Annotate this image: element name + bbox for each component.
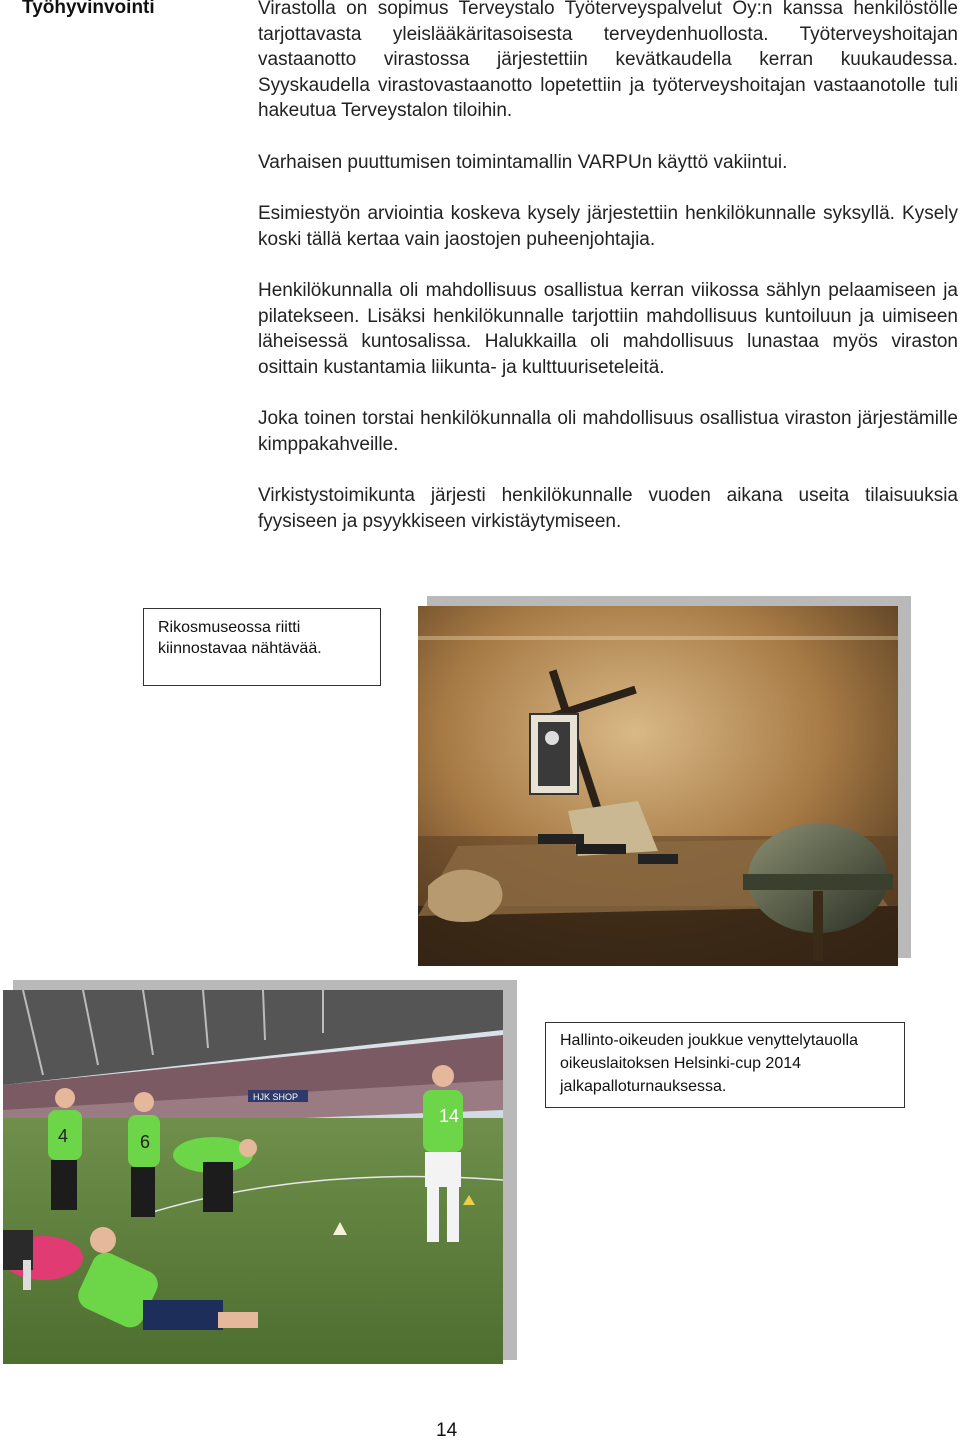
jersey-number: 4 (58, 1126, 69, 1146)
jersey-number: 14 (439, 1106, 460, 1126)
paragraph-coffee: Joka toinen torstai henkilökunnalla oli mahdollisuus osallistua viraston järjestämille kimppakahveille. (258, 408, 958, 455)
body-text (258, 0, 958, 560)
section-heading: Työhyvinvointi (22, 0, 155, 18)
paragraph-supervisor-survey: Esimiestyön arviointia koskeva kysely järjestettiin henkilökunnalle syksyllä. Kysely koski tällä kertaa vain jaostojen puheenjohtajia. (258, 203, 958, 250)
page-number: 14 (436, 1420, 458, 1441)
football-photo-illustration (3, 990, 503, 1364)
football-caption-text: Hallinto-oikeuden joukkue venyttelytauolla oikeuslaitoksen Helsinki-cup 2014 jalkapalloturnauksessa. (560, 1032, 858, 1095)
museum-caption-text: Rikosmuseossa riitti kiinnostavaa nähtävää. (158, 619, 322, 657)
paragraph-exercise: Henkilökunnalla oli mahdollisuus osallistua kerran viikossa sählyn pelaamiseen ja pilatekseen. Lisäksi henkilökunnalle tarjottiin mahdollisuus kuntoiluun ja uimiseen läheisessä kuntosalissa. Halukkailla oli mahdollisuus lunastaa myös viraston osittain kustantamia liikunta- ja kulttuuriseteleitä. (258, 280, 958, 378)
football-caption-box (545, 1022, 905, 1108)
museum-photo (418, 606, 898, 966)
museum-photo-illustration (418, 606, 898, 966)
paragraph-varpu: Varhaisen puuttumisen toimintamallin VARPUn käyttö vakiintui. (258, 151, 788, 173)
paragraph-recreation: Virkistystoimikunta järjesti henkilökunnalle vuoden aikana useita tilaisuuksia fyysiseen ja psyykkiseen virkistäytymiseen. (258, 485, 958, 532)
paragraph-occupational-health: Virastolla on sopimus Terveystalo Työterveyspalvelut Oy:n kanssa henkilöstölle tarjottavasta yleislääkäritasoisesta terveydenhuollosta. Työterveyshoitajan vastaanotto virastossa järjestettiin kevätkaudella kerran kuukaudessa. Syyskaudella virastovastaanotto lopetettiin ja työterveyshoitajan vastaanotolle tuli hakeutua Terveystalon tiloihin. (258, 0, 958, 121)
football-photo (3, 990, 503, 1364)
stadium-sign: HJK SHOP (253, 1092, 299, 1102)
museum-caption-box (143, 608, 381, 686)
jersey-number: 6 (140, 1132, 151, 1152)
